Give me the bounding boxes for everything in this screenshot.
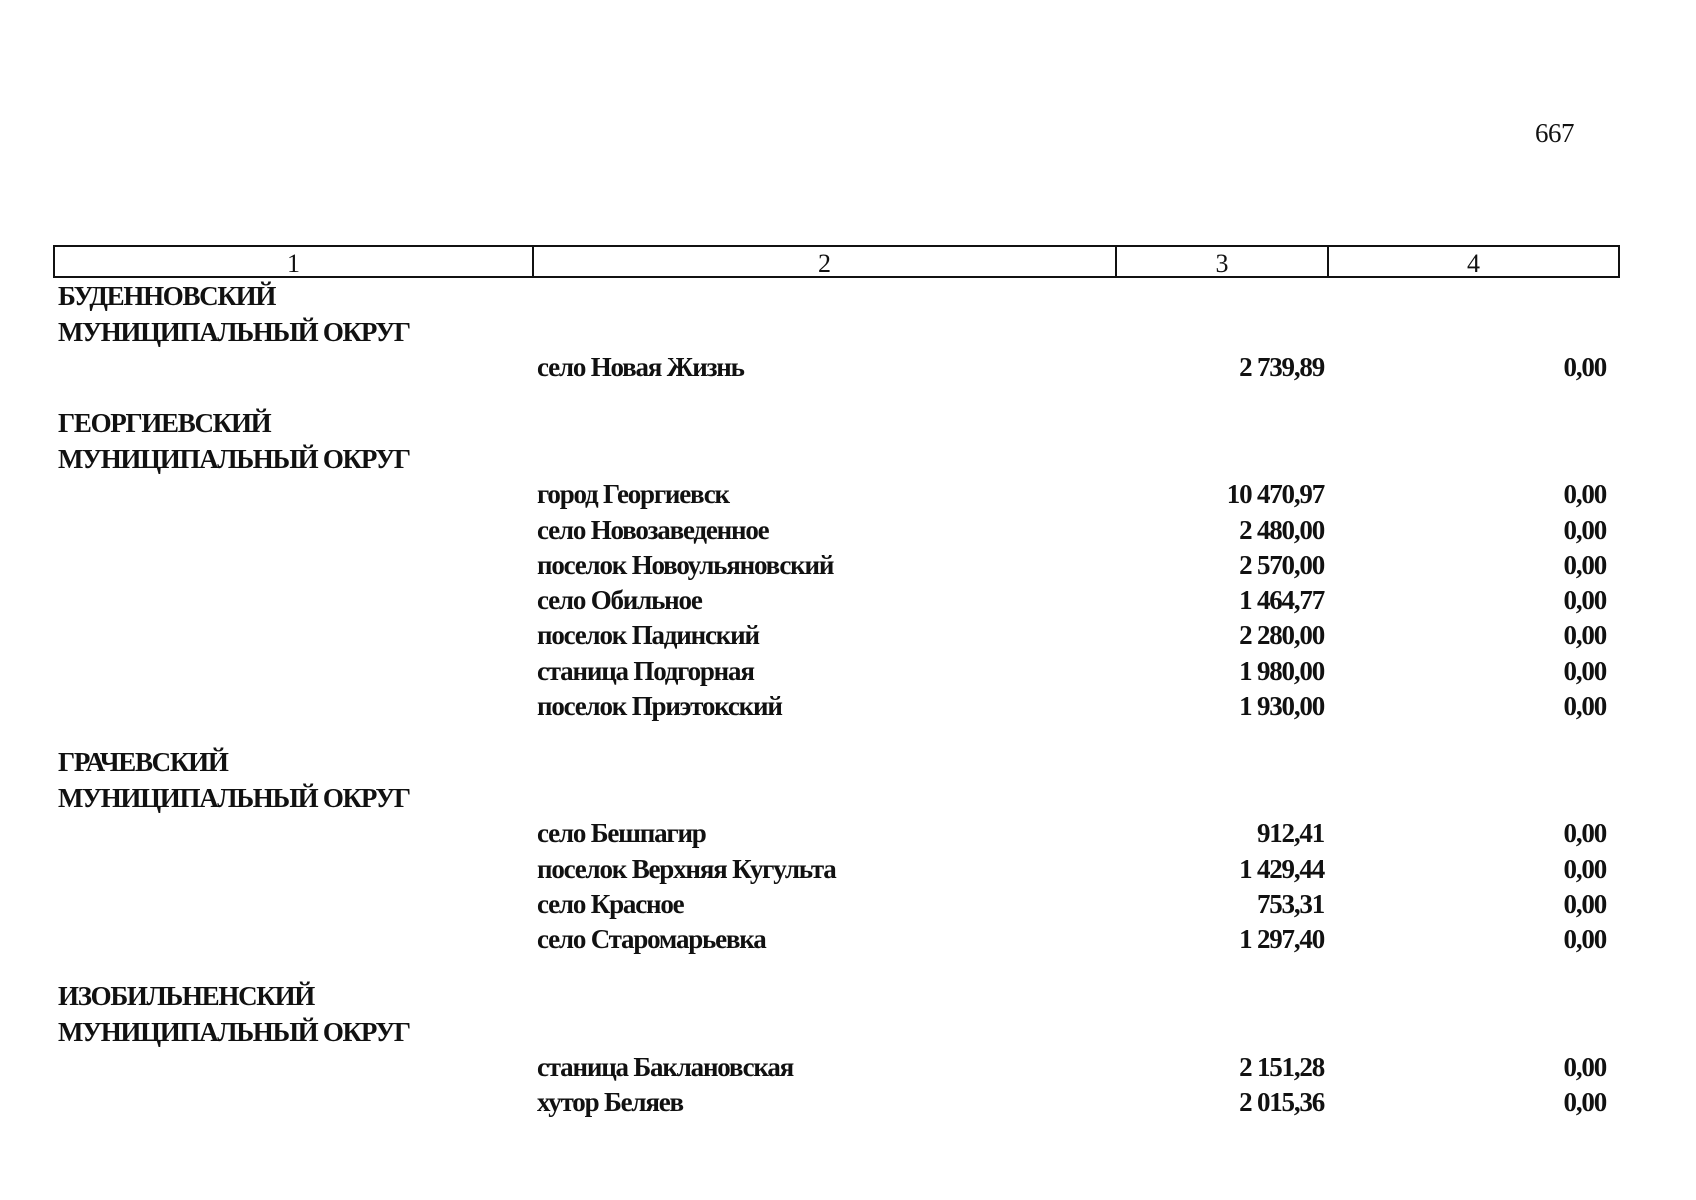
settlement-name: село Бешпагир xyxy=(537,818,706,849)
table-row xyxy=(53,689,1620,724)
value-col-3: 10 470,97 xyxy=(1226,479,1324,510)
group-title: ГРАЧЕВСКИЙ МУНИЦИПАЛЬНЫЙ ОКРУГ xyxy=(58,747,410,814)
value-col-4: 0,00 xyxy=(1563,514,1606,545)
table-row xyxy=(53,887,1620,922)
value-col-3: 2 570,00 xyxy=(1239,549,1324,580)
value-col-4: 0,00 xyxy=(1563,691,1606,722)
value-col-3: 1 930,00 xyxy=(1239,691,1324,722)
settlement-name: станица Баклановская xyxy=(537,1051,794,1082)
value-col-3: 2 151,28 xyxy=(1239,1051,1324,1082)
value-col-4: 0,00 xyxy=(1563,924,1606,955)
group-georgievsky xyxy=(53,405,1620,724)
value-col-3: 2 739,89 xyxy=(1239,352,1324,382)
settlement-name: поселок Верхняя Кугульта xyxy=(537,853,836,884)
settlement-name: село Новозаведенное xyxy=(537,514,769,545)
table-row xyxy=(53,654,1620,689)
value-col-3: 1 297,40 xyxy=(1239,924,1324,955)
table-row xyxy=(53,1085,1620,1120)
value-col-3: 1 980,00 xyxy=(1239,655,1324,686)
settlement-name: поселок Падинский xyxy=(537,620,759,651)
table-row xyxy=(53,350,1620,385)
value-col-4: 0,00 xyxy=(1563,1086,1606,1117)
value-col-4: 0,00 xyxy=(1563,818,1606,849)
table-row xyxy=(53,816,1620,851)
settlement-name: село Старомарьевка xyxy=(537,924,766,955)
header-col-2: 2 xyxy=(534,247,1117,276)
group-budennovsky xyxy=(53,278,1620,385)
group-title: ГЕОРГИЕВСКИЙ МУНИЦИПАЛЬНЫЙ ОКРУГ xyxy=(58,408,410,475)
settlement-name: поселок Приэтокский xyxy=(537,691,782,722)
value-col-4: 0,00 xyxy=(1563,352,1606,382)
group-title: ИЗОБИЛЬНЕНСКИЙ МУНИЦИПАЛЬНЫЙ ОКРУГ xyxy=(58,980,410,1047)
settlement-name: хутор Беляев xyxy=(537,1086,683,1117)
table-row xyxy=(53,852,1620,887)
settlement-name: село Новая Жизнь xyxy=(537,352,744,382)
table-row xyxy=(53,922,1620,957)
settlement-name: поселок Новоульяновский xyxy=(537,549,834,580)
settlement-name: город Георгиевск xyxy=(537,479,729,510)
table-header xyxy=(53,245,1620,278)
value-col-3: 1 464,77 xyxy=(1239,585,1324,616)
table-row xyxy=(53,583,1620,618)
header-col-3: 3 xyxy=(1117,247,1329,276)
group-grachevsky xyxy=(53,744,1620,957)
settlement-name: станица Подгорная xyxy=(537,655,754,686)
value-col-3: 912,41 xyxy=(1256,818,1324,849)
table-body xyxy=(53,278,1620,1140)
value-col-4: 0,00 xyxy=(1563,479,1606,510)
settlement-name: село Красное xyxy=(537,888,684,919)
page-number: 667 xyxy=(1535,118,1574,148)
group-izobilnensky xyxy=(53,978,1620,1121)
value-col-4: 0,00 xyxy=(1563,853,1606,884)
value-col-4: 0,00 xyxy=(1563,1051,1606,1082)
value-col-3: 753,31 xyxy=(1256,888,1324,919)
value-col-3: 1 429,44 xyxy=(1239,853,1324,884)
value-col-3: 2 480,00 xyxy=(1239,514,1324,545)
header-col-1: 1 xyxy=(55,247,534,276)
value-col-4: 0,00 xyxy=(1563,549,1606,580)
table-row xyxy=(53,513,1620,548)
value-col-4: 0,00 xyxy=(1563,620,1606,651)
value-col-4: 0,00 xyxy=(1563,888,1606,919)
table-row xyxy=(53,477,1620,512)
value-col-4: 0,00 xyxy=(1563,585,1606,616)
group-title: БУДЕННОВСКИЙ МУНИЦИПАЛЬНЫЙ ОКРУГ xyxy=(58,281,410,347)
table-row xyxy=(53,618,1620,653)
table-row xyxy=(53,1050,1620,1085)
value-col-4: 0,00 xyxy=(1563,655,1606,686)
value-col-3: 2 015,36 xyxy=(1239,1086,1324,1117)
table-row xyxy=(53,548,1620,583)
settlement-name: село Обильное xyxy=(537,585,702,616)
value-col-3: 2 280,00 xyxy=(1239,620,1324,651)
header-col-4: 4 xyxy=(1467,248,1480,278)
